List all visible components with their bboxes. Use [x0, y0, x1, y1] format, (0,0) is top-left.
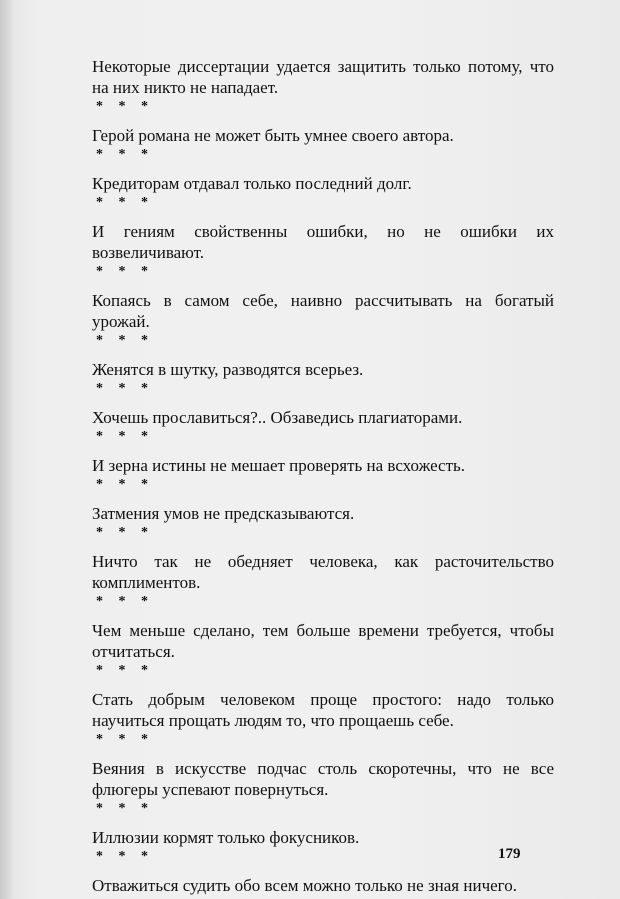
separator-stars: * * *	[96, 732, 154, 747]
separator-stars: * * *	[96, 333, 154, 348]
aphorism: Чем меньше сделано, тем больше времени требуется, чтобы отчитаться.	[92, 621, 554, 661]
separator-stars: * * *	[96, 663, 154, 678]
aphorism-list	[92, 56, 554, 896]
aphorism: Кредиторам отдавал только последний долг.	[92, 174, 412, 193]
aphorism: Женятся в шутку, разводятся всерьез.	[92, 360, 364, 379]
separator-stars: * * *	[96, 801, 154, 816]
aphorism: И гениям свойственны ошибки, но не ошибки их возвеличивают.	[92, 222, 554, 262]
aphorism: Веяния в искусстве подчас столь скоротечны, что не все флюгеры успевают повернуться.	[92, 759, 554, 799]
aphorism: Затмения умов не предсказываются.	[92, 504, 355, 523]
page-edge-shadow	[0, 0, 14, 899]
aphorism: И зерна истины не мешает проверять на всхожесть.	[92, 456, 466, 475]
separator-stars: * * *	[96, 594, 154, 609]
separator-stars: * * *	[96, 381, 154, 396]
separator-stars: * * *	[96, 99, 154, 114]
aphorism: Отважиться судить обо всем можно только не зная ничего.	[92, 876, 517, 895]
separator-stars: * * *	[96, 147, 154, 162]
separator-stars: * * *	[96, 195, 154, 210]
separator-stars: * * *	[96, 525, 154, 540]
aphorism: Хочешь прославиться?.. Обзаведись плагиаторами.	[92, 408, 463, 427]
aphorism: Стать добрым человеком проще простого: надо только научиться прощать людям то, что прощаешь себе.	[92, 690, 554, 730]
aphorism: Иллюзии кормят только фокусников.	[92, 828, 360, 847]
aphorism: Копаясь в самом себе, наивно рассчитывать на богатый урожай.	[92, 291, 554, 331]
separator-stars: * * *	[96, 849, 154, 864]
separator-stars: * * *	[96, 429, 154, 444]
aphorism: Некоторые диссертации удается защитить только потому, что на них никто не нападает.	[92, 57, 554, 97]
separator-stars: * * *	[96, 264, 154, 279]
aphorism: Герой романа не может быть умнее своего автора.	[92, 126, 454, 145]
page-number: 179	[498, 846, 521, 862]
separator-stars: * * *	[96, 477, 154, 492]
aphorism: Ничто так не обедняет человека, как расточительство комплиментов.	[92, 552, 554, 592]
